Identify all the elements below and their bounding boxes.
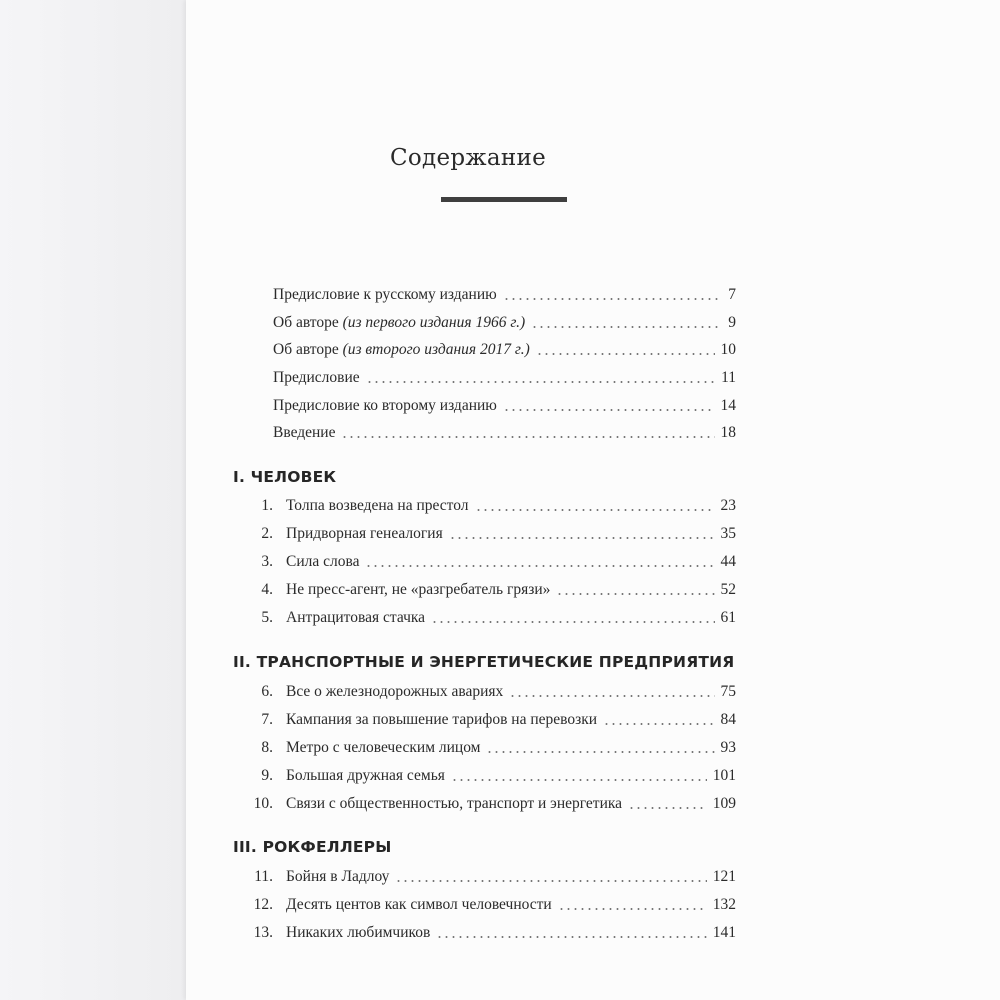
chapter-page: 93: [720, 739, 736, 756]
book-gutter: [0, 0, 186, 1000]
toc-entry-page: 14: [720, 397, 736, 414]
chapter-page: 23: [720, 497, 736, 514]
toc-entry-page: 10: [720, 341, 736, 358]
leader-dots: [395, 880, 706, 882]
leader-dots: [603, 723, 714, 725]
chapter-page: 109: [712, 795, 736, 812]
leader-dots: [531, 326, 722, 328]
chapter-page: 121: [712, 868, 736, 885]
toc-chapter-2[interactable]: [241, 523, 736, 545]
leader-dots: [366, 381, 715, 383]
leader-dots: [556, 593, 714, 595]
chapter-page: 75: [720, 683, 736, 700]
chapter-title: Никаких любимчиков: [286, 924, 431, 941]
toc-chapter-4[interactable]: [241, 579, 736, 601]
toc-chapter-10[interactable]: [241, 793, 736, 815]
toc-entry-label: Об авторе (из первого издания 1966 г.): [273, 314, 526, 331]
chapter-title: Десять центов как символ человечности: [286, 896, 552, 913]
toc-entry-front-3[interactable]: [273, 367, 736, 389]
chapter-number: 7.: [261, 711, 273, 728]
chapter-title: Метро с человеческим лицом: [286, 739, 481, 756]
toc-chapter-8[interactable]: [241, 737, 736, 759]
toc-entry-front-5[interactable]: [273, 422, 736, 444]
leader-dots: [628, 807, 707, 809]
chapter-page: 141: [712, 924, 736, 941]
chapter-number: 3.: [261, 553, 273, 570]
chapter-page: 52: [720, 581, 736, 598]
leader-dots: [503, 298, 723, 300]
toc-entry-label: Предисловие: [273, 369, 360, 386]
chapter-page: 44: [720, 553, 736, 570]
chapter-number: 9.: [261, 767, 273, 784]
toc-entry-front-4[interactable]: [273, 395, 736, 417]
chapter-page: 35: [720, 525, 736, 542]
chapter-number: 13.: [253, 924, 273, 941]
toc-entry-page: 7: [728, 286, 736, 303]
toc-entry-front-2[interactable]: [273, 339, 736, 361]
leader-dots: [341, 436, 714, 438]
toc-chapter-6[interactable]: [241, 681, 736, 703]
leader-dots: [365, 565, 714, 567]
toc-entry-label: Об авторе (из второго издания 2017 г.): [273, 341, 530, 358]
title-underline: [441, 197, 567, 202]
page-title: Содержание: [389, 145, 547, 171]
section-heading-2: II. ТРАНСПОРТНЫЕ И ЭНЕРГЕТИЧЕСКИЕ ПРЕДПРИЯТИЯ: [233, 653, 735, 671]
chapter-title: Антрацитовая стачка: [286, 609, 426, 626]
toc-chapter-13[interactable]: [241, 922, 736, 944]
chapter-title: Все о железнодорожных авариях: [286, 683, 504, 700]
chapter-number: 12.: [253, 896, 273, 913]
toc-entry-page: 11: [721, 369, 736, 386]
chapter-number: 11.: [254, 868, 273, 885]
toc-chapter-12[interactable]: [241, 894, 736, 916]
chapter-number: 4.: [261, 581, 273, 598]
chapter-title: Бойня в Ладлоу: [286, 868, 390, 885]
leader-dots: [486, 751, 714, 753]
toc-chapter-11[interactable]: [241, 866, 736, 888]
toc-chapter-9[interactable]: [241, 765, 736, 787]
chapter-title: Сила слова: [286, 553, 360, 570]
leader-dots: [451, 779, 707, 781]
chapter-number: 5.: [261, 609, 273, 626]
chapter-number: 1.: [261, 497, 273, 514]
chapter-page: 132: [712, 896, 736, 913]
leader-dots: [449, 537, 715, 539]
chapter-page: 101: [712, 767, 736, 784]
leader-dots: [558, 908, 707, 910]
chapter-title: Не пресс-агент, не «разгребатель грязи»: [286, 581, 551, 598]
leader-dots: [503, 409, 715, 411]
chapter-number: 10.: [253, 795, 273, 812]
toc-entry-label: Предисловие ко второму изданию: [273, 397, 497, 414]
toc-entry-front-0[interactable]: [273, 284, 736, 306]
section-heading-1: I. ЧЕЛОВЕК: [233, 468, 337, 486]
chapter-title: Связи с общественностью, транспорт и энергетика: [286, 795, 623, 812]
chapter-title: Кампания за повышение тарифов на перевозки: [286, 711, 598, 728]
leader-dots: [475, 509, 715, 511]
toc-entry-page: 9: [728, 314, 736, 331]
toc-chapter-3[interactable]: [241, 551, 736, 573]
toc-chapter-7[interactable]: [241, 709, 736, 731]
toc-entry-label: Введение: [273, 424, 336, 441]
chapter-title: Толпа возведена на престол: [286, 497, 469, 514]
chapter-page: 61: [720, 609, 736, 626]
chapter-page: 84: [720, 711, 736, 728]
section-heading-3: III. РОКФЕЛЛЕРЫ: [233, 838, 392, 856]
chapter-number: 6.: [261, 683, 273, 700]
toc-entry-front-1[interactable]: [273, 312, 736, 334]
chapter-title: Придворная генеалогия: [286, 525, 443, 542]
chapter-number: 8.: [261, 739, 273, 756]
toc-chapter-5[interactable]: [241, 607, 736, 629]
toc-entry-page: 18: [720, 424, 736, 441]
toc-entry-label: Предисловие к русскому изданию: [273, 286, 497, 303]
chapter-title: Большая дружная семья: [286, 767, 445, 784]
leader-dots: [509, 695, 714, 697]
leader-dots: [431, 621, 714, 623]
leader-dots: [536, 353, 715, 355]
toc-chapter-1[interactable]: [241, 495, 736, 517]
leader-dots: [436, 936, 706, 938]
chapter-number: 2.: [261, 525, 273, 542]
